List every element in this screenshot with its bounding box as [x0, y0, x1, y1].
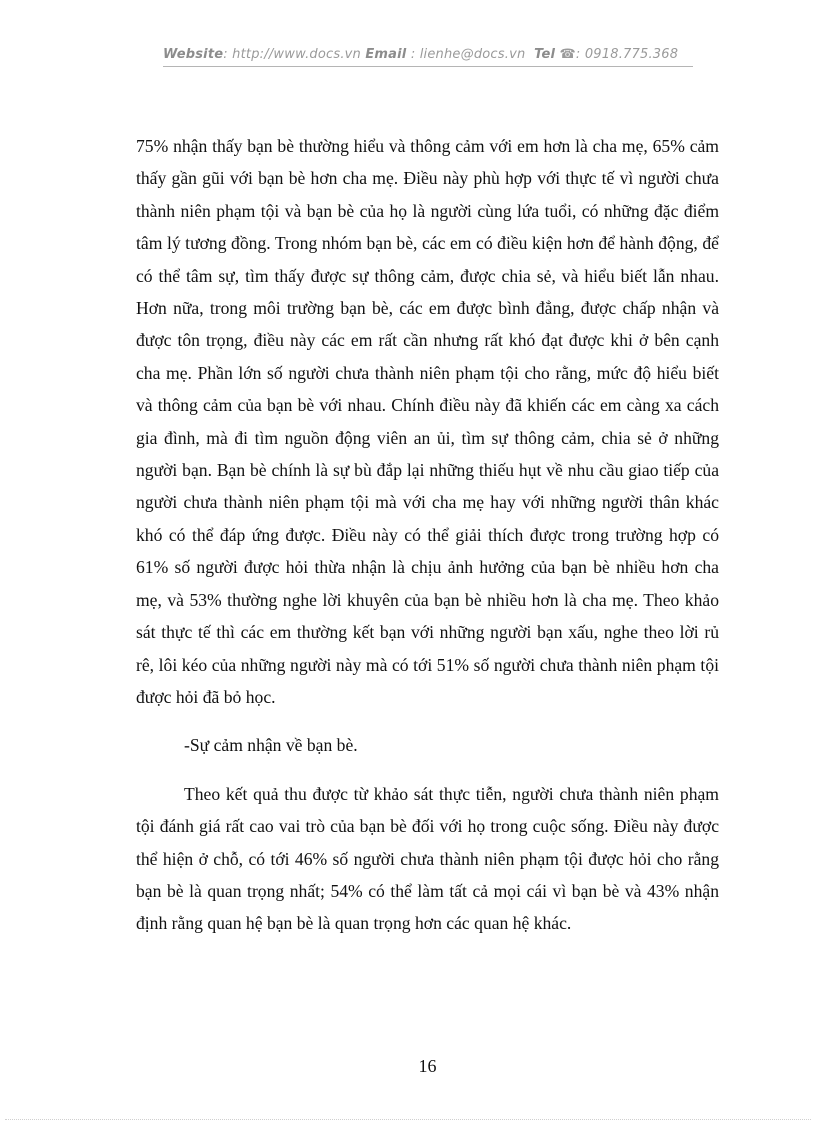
body-paragraph-1: 75% nhận thấy bạn bè thường hiểu và thông cảm với em hơn là cha mẹ, 65% cảm thấy gần gũi với bạn bè hơn cha mẹ. Điều này phù hợp với thực tế vì người chưa thành niên phạm tội và bạn bè của họ là người cùng lứa tuổi, có những đặc điểm tâm lý tương đồng. Trong nhóm bạn bè, các em có điều kiện hơn để hành động, để có thể tâm sự, tìm thấy được sự thông cảm, được chia sẻ, và hiểu biết lẫn nhau. Hơn nữa, trong môi trường bạn bè, các em được bình đẳng, được chấp nhận và được tôn trọng, điều này các em rất cần nhưng rất khó đạt được khi ở bên cạnh cha mẹ. Phần lớn số người chưa thành niên phạm tội cho rằng, mức độ hiểu biết và thông cảm của bạn bè với nhau. Chính điều này đã khiến các em càng xa cách gia đình, mà đi tìm nguồn động viên an ủi, tìm sự thông cảm, chia sẻ ở những người bạn. Bạn bè chính là sự bù đắp lại những thiếu hụt về nhu cầu giao tiếp của người chưa thành niên phạm tội mà với cha mẹ hay với những người thân khác khó có thể đáp ứng được. Điều này có thể giải thích được trong trường hợp có 61% số người được hỏi thừa nhận là chịu ảnh hưởng của bạn bè nhiều hơn cha mẹ, và 53% thường nghe lời khuyên của bạn bè nhiều hơn là cha mẹ. Theo khảo sát thực tế thì các em thường kết bạn với những người bạn xấu, nghe theo lời rủ rê, lôi kéo của những người này mà có tới 51% số người chưa thành niên phạm tội được hỏi đã bỏ học. — [136, 136, 719, 707]
website-url: : http://www.docs.vn — [223, 47, 361, 62]
footer-divider — [5, 1119, 811, 1120]
header-divider — [163, 66, 693, 67]
page-header — [163, 47, 693, 62]
phone-number: : 0918.775.368 — [575, 47, 679, 62]
page-number: 16 — [418, 1056, 437, 1076]
section-heading: -Sự cảm nhận về bạn bè. — [184, 735, 358, 756]
email-address: : lienhe@docs.vn — [410, 47, 526, 62]
phone-icon: ☎ — [559, 47, 576, 62]
tel-label: Tel — [534, 47, 556, 62]
website-label: Website — [163, 47, 224, 62]
email-label: Email — [365, 47, 407, 62]
body-paragraph-2: Theo kết quả thu được từ khảo sát thực tiễn, người chưa thành niên phạm tội đánh giá rất cao vai trò của bạn bè đối với họ trong cuộc sống. Điều này được thể hiện ở chỗ, có tới 46% số người chưa thành niên phạm tội được hỏi cho rằng bạn bè là quan trọng nhất; 54% có thể làm tất cả mọi cái vì bạn bè và 43% nhận định rằng quan hệ bạn bè là quan trọng hơn các quan hệ khác. — [136, 783, 719, 934]
document-body — [136, 130, 719, 940]
